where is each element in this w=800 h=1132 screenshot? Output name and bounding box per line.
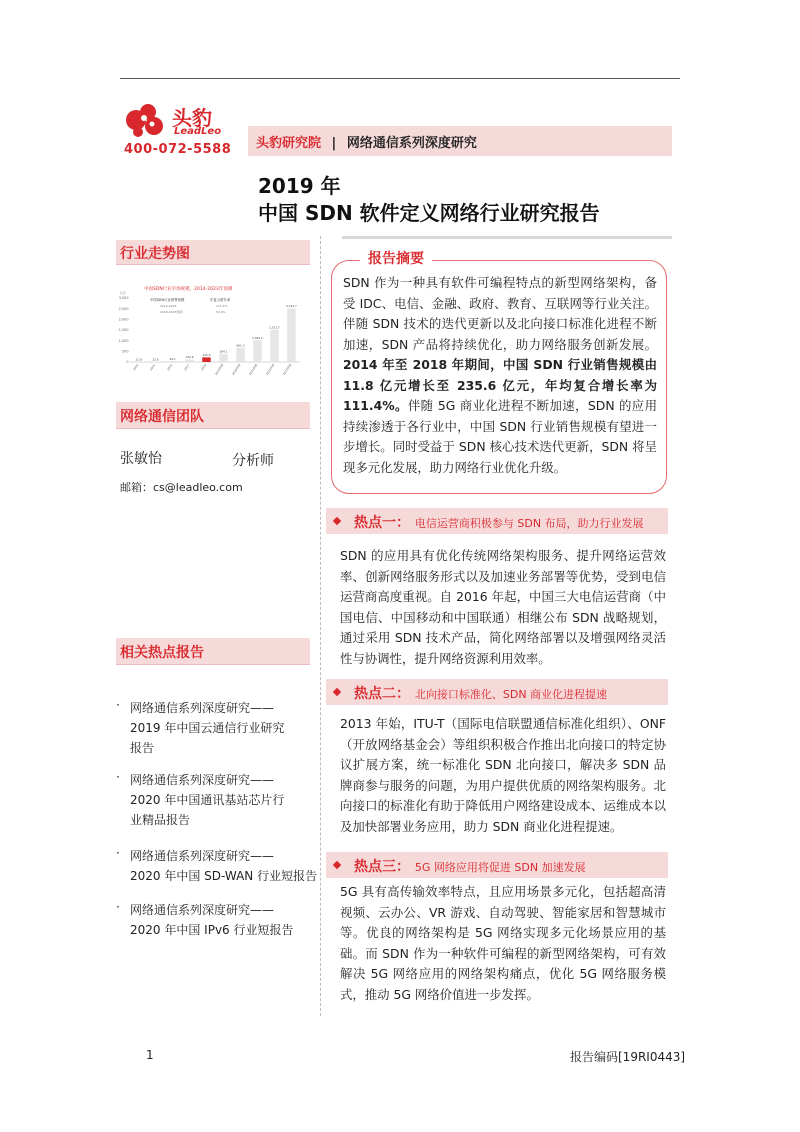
related-heading: 相关热点报告 [120, 645, 204, 661]
bar-data-label: 49.1 [169, 356, 176, 361]
institute-name: 头豹研究院 [256, 136, 322, 151]
bar-data-label: 122.6 [185, 355, 194, 360]
x-tick-label: 2015 [148, 363, 157, 372]
hotpoint-3-title [354, 856, 586, 876]
x-tick-label: 2019预测 [213, 363, 225, 376]
x-tick-label: 2021预测 [247, 363, 259, 376]
team-heading: 网络通信团队 [120, 409, 204, 425]
hotpoint-1-body: SDN 的应用具有优化传统网络架构服务、提升网络运营效率、创新网络服务形式以及加速业务部署等优势，受到电信运营商高度重视。自 2016 年起，中国三大电信运营商（中国电信、中国移动和中国联通）相继公布 SDN 战略规划，通过采用 SDN 技术产品，简化网络部署以及增强网络灵活性与协调性，提升网络资源利用效率。 [340, 548, 666, 666]
related-report-link[interactable] [130, 846, 330, 886]
x-tick-label: 2016 [165, 363, 174, 372]
series-name: 网络通信系列深度研究 [346, 136, 477, 151]
header-banner-text [256, 132, 477, 151]
chart-bar [287, 308, 296, 362]
chart-bar [253, 340, 262, 362]
legend-row-period: 2018-2023预测 [160, 310, 183, 314]
related-line: 网络通信系列深度研究—— [130, 701, 275, 715]
hotpoint-2-label: 热点二： [354, 686, 410, 702]
summary-text-bold: 2014 年至 2018 年期间，中国 SDN 行业销售规模由 11.8 亿元增长至 235.6 亿元，年均复合增长率为 111.4%。 [343, 357, 657, 413]
x-tick-label: 2014 [131, 363, 140, 372]
chart-legend [150, 297, 231, 314]
bar-data-label: 1,019.2 [252, 336, 263, 341]
hotpoint-3-body: 5G 具有高传输效率特点，且应用场景多元化，包括超高清视频、云办公、VR 游戏、自动驾驶、智能家居和智慧城市等。优良的网络架构是 5G 网络实现多元化场景应用的基础。而 SDN 作为一种软件可编程的新型网络架构，可有效解决 5G 网络应用的网络架构痛点，优化 5G 网络服务模式，推动 5G 网络价值进一步发挥。 [340, 884, 666, 1002]
y-tick-label: 500 [122, 349, 129, 354]
related-line: 网络通信系列深度研究—— [130, 849, 275, 863]
trend-heading: 行业走势图 [120, 246, 190, 262]
y-tick-label: 1,500 [118, 328, 129, 333]
chart-title: 中国SDN行业市场规模，2014-2023年预测 [144, 287, 233, 292]
team-heading-underline [116, 428, 310, 429]
related-line: 业精品报告 [130, 813, 191, 827]
hotpoint-1-subtitle: 电信运营商积极参与 SDN 布局，助力行业发展 [414, 517, 644, 530]
banner-separator: | [331, 136, 337, 151]
brand-name: 头豹 [172, 106, 212, 130]
legend-entry: 中国SDN行业销售规模 [150, 298, 185, 302]
chart-bar [202, 357, 211, 362]
analyst-role: 分析师 [232, 453, 274, 469]
y-tick-label: 1,000 [118, 338, 129, 343]
x-tick-label: 2020预测 [230, 363, 242, 376]
related-bullet: · [116, 698, 120, 712]
related-line: 2020 年中国 SD-WAN 行业短报告 [130, 869, 318, 883]
analyst-name: 张敏怡 [120, 451, 162, 467]
related-report-link[interactable] [130, 698, 326, 758]
related-report-link[interactable] [130, 900, 330, 940]
legend-row-rate: 50.0% [216, 310, 226, 314]
legend-row-period: 2014-2018 [160, 304, 177, 308]
summary-text-a: SDN 作为一种具有软件可编程特点的新型网络架构，备受 IDC、电信、金融、政府、教育、互联网等行业关注。伴随 SDN 技术的迭代更新以及北向接口标准化进程不断加速，SDN 产品将持续优化，助力网络服务创新发展。 [343, 275, 657, 352]
bar-data-label: 1,511.7 [269, 325, 280, 330]
chart-bars [132, 304, 297, 376]
top-rule [120, 78, 680, 79]
bar-data-label: 215.6 [202, 353, 211, 358]
y-tick-label: 3,000 [118, 296, 129, 301]
chart-bar [168, 361, 177, 362]
trend-heading-underline [116, 264, 310, 265]
related-bullet: · [116, 770, 120, 784]
hotpoint-2-subtitle: 北向接口标准化、SDN 商业化进程提速 [414, 688, 608, 701]
x-tick-label: 2023预测 [281, 363, 293, 376]
related-bullet: · [116, 900, 120, 914]
brand-name-en: LeadLeo [174, 126, 222, 137]
y-tick-label: 2,500 [118, 306, 129, 311]
hotpoint-2-body: 2013 年始，ITU-T（国际电信联盟通信标准化组织）、ONF（开放网络基金会）等组织积极合作推出北向接口的特定协议扩展方案，统一标准化 SDN 北向接口，解决多 SDN 品牌商参与服务的问题，为用户提供优质的网络架构服务。北向接口的标准化有助于降低用户网络建设成本、运维成本以及加快部署业务应用，助力 SDN 商业化进程提速。 [340, 716, 666, 834]
hotpoint-2-title [354, 683, 607, 703]
page-number: 1 [146, 1048, 154, 1062]
chart-bar [219, 354, 228, 362]
hotpoint-1-title [354, 512, 644, 532]
bar-data-label: 22.6 [152, 357, 159, 362]
related-line: 2020 年中国通讯基站芯片行 [130, 793, 285, 807]
report-title: 中国 SDN 软件定义网络行业研究报告 [258, 201, 600, 225]
related-report-link[interactable] [130, 770, 326, 830]
hotline-phone: 400-072-5588 [124, 142, 232, 157]
y-tick-label: 2,000 [118, 317, 129, 322]
x-tick-label: 2017 [182, 363, 191, 372]
y-axis-label: 亿元 [120, 291, 127, 295]
summary-label: 报告摘要 [360, 248, 432, 268]
hotpoint-1-label: 热点一： [354, 515, 410, 531]
chart-bar [236, 348, 245, 362]
related-bullet: · [116, 846, 120, 860]
related-line: 网络通信系列深度研究—— [130, 773, 275, 787]
related-line: 网络通信系列深度研究—— [130, 903, 275, 917]
related-line: 2019 年中国云通信行业研究 [130, 721, 285, 735]
analyst-email[interactable]: 邮箱：cs@leadleo.com [120, 481, 243, 494]
legend-row-rate: 111.4% [216, 304, 228, 308]
report-year: 2019 年 [258, 174, 341, 198]
hotpoint-3-subtitle: 5G 网络应用将促进 SDN 加速发展 [414, 861, 586, 874]
summary-text [343, 273, 657, 478]
report-code: 报告编码[19RI0443] [570, 1050, 686, 1064]
bar-data-label: 2,512.7 [286, 304, 297, 309]
related-line: 2020 年中国 IPv6 行业短报告 [130, 923, 294, 937]
related-line: 报告 [130, 741, 155, 755]
title-rule [342, 236, 672, 239]
chart-bar [185, 359, 194, 362]
related-heading-underline [116, 664, 310, 665]
legend-entry: 年复合增长率 [210, 298, 231, 302]
x-tick-label: 2018 [199, 363, 208, 372]
chart-bar [270, 330, 279, 362]
y-tick-label: 0 [126, 360, 129, 365]
bar-data-label: 384.1 [219, 349, 228, 354]
bar-data-label: 661.3 [236, 343, 245, 348]
hotpoint-3-label: 热点三： [354, 859, 410, 875]
market-size-chart [116, 282, 302, 378]
summary-text-b: 伴随 5G 商业化进程不断加速，SDN 的应用持续渗透于各行业中，中国 SDN 行业销售规模有望进一步增长。同时受益于 SDN 核心技术迭代更新，SDN 将呈现多元化发展，助力网络行业优化升级。 [343, 398, 657, 475]
x-tick-label: 2022预测 [264, 363, 276, 376]
bar-data-label: 11.8 [135, 357, 142, 362]
column-divider [320, 236, 321, 1016]
